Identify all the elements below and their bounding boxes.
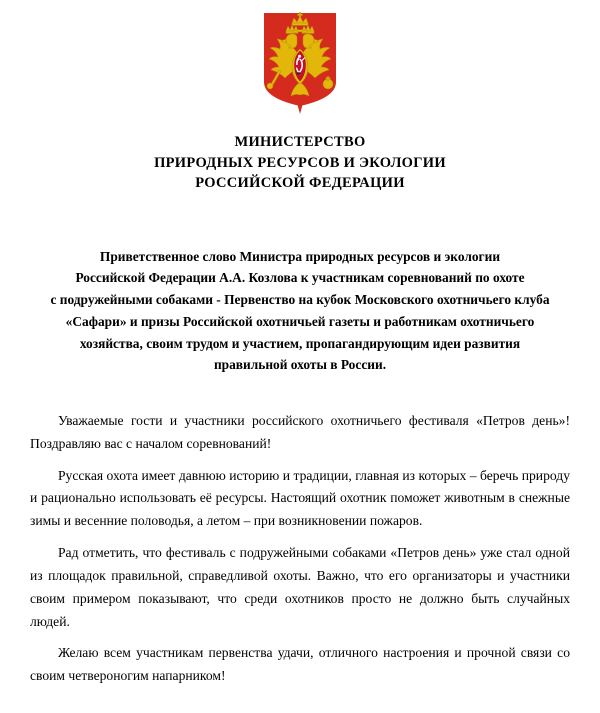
body-text [30, 410, 570, 688]
lead-line-5: хозяйства, своим трудом и участием, пропагандирующим идеи развития [79, 335, 521, 351]
lead-line-1: Приветственное слово Министра природных ресурсов и экологии [99, 248, 501, 264]
body-paragraph-1: Уважаемые гости и участники российского охотничьего фестиваля «Петров день»! Поздравляю вас с началом соревнований! [30, 412, 570, 451]
greeting-lead-block [42, 246, 558, 376]
emblem-container [0, 0, 600, 114]
body-paragraph-3: Рад отметить, что фестиваль с подружейными собаками «Петров день» уже стал одной из площадок правильной, справедливой охоты. Важно, что его организаторы и участники своим примером показывают, что среди охотников просто не должно быть случайных людей. [30, 545, 570, 629]
ministry-title-line-1: МИНИСТЕРСТВО [234, 134, 366, 150]
lead-line-6: правильной охоты в России. [213, 357, 387, 373]
lead-line-3: с подружейными собаками - Первенство на кубок Московского охотничьего клуба [50, 292, 550, 308]
body-paragraph-4: Желаю всем участникам первенства удачи, отличного настроения и прочной связи со своим четвероногим напарником! [30, 645, 570, 684]
lead-line-2: Российской Федерации А.А. Козлова к участникам соревнований по охоте [75, 270, 525, 286]
ministry-title-line-2: ПРИРОДНЫХ РЕСУРСОВ И ЭКОЛОГИИ [154, 154, 446, 171]
russian-coat-of-arms-icon [261, 12, 339, 114]
ministry-title [0, 132, 600, 194]
ministry-title-line-3: РОССИЙСКОЙ ФЕДЕРАЦИИ [195, 175, 405, 192]
body-paragraph-2: Русская охота имеет давнюю историю и традиции, главная из которых – беречь природу и рационально использовать её ресурсы. Настоящий охотник поможет животным в снежные зимы и весенние половодья, а летом – при возникновении пожаров. [30, 467, 570, 529]
lead-line-4: «Сафари» и призы Российской охотничьей газеты и работникам охотничьего [65, 313, 535, 329]
